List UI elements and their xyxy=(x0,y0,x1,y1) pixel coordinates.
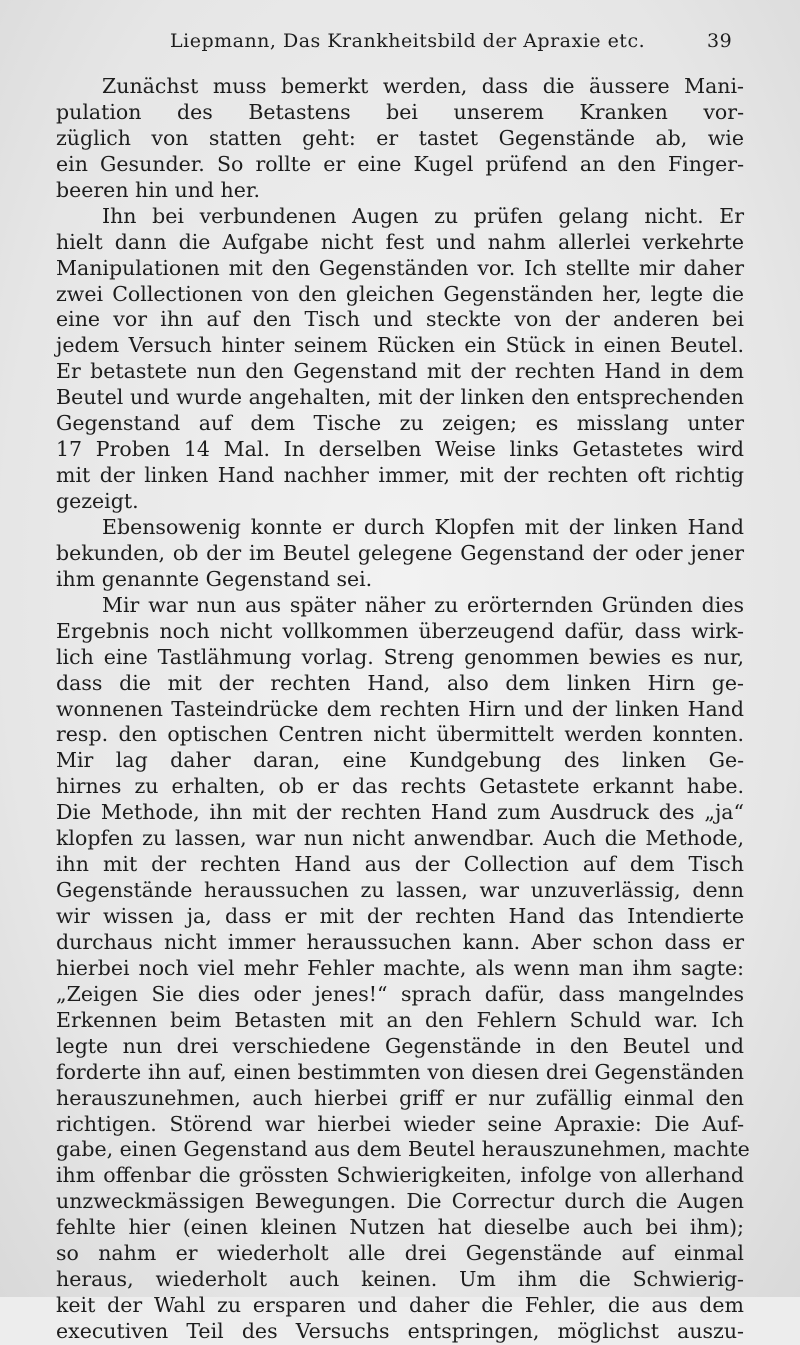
text-line: forderte ihn auf, einen bestimmten von diesen drei Gegenständen xyxy=(56,1059,744,1084)
text-line: ihm offenbar die grössten Schwierigkeiten, infolge von allerhand xyxy=(56,1163,744,1188)
text-line: ein Gesunder. So rollte er eine Kugel prüfend an den Finger- xyxy=(56,151,744,176)
text-line: Ergebnis noch nicht vollkommen überzeugend dafür, dass wirk- xyxy=(56,618,744,643)
text-line: Die Methode, ihn mit der rechten Hand zum Ausdruck des „ja“ xyxy=(56,800,744,825)
text-line: unzweckmässigen Bewegungen. Die Correctur durch die Augen xyxy=(56,1189,744,1214)
text-line: Beutel und wurde angehalten, mit der linken den entsprechenden xyxy=(56,385,744,410)
text-line: Er betastete nun den Gegenstand mit der rechten Hand in dem xyxy=(56,359,744,384)
text-line: hierbei noch viel mehr Fehler machte, als wenn man ihm sagte: xyxy=(56,955,744,980)
text-line: Zunächst muss bemerkt werden, dass die äussere Mani- xyxy=(102,74,744,98)
text-line: Mir war nun aus später näher zu erörternden Gründen dies xyxy=(102,592,744,617)
running-title: Liepmann, Das Krankheitsbild der Apraxie etc. xyxy=(170,30,646,52)
text-line: Gegenstand auf dem Tische zu zeigen; es misslang unter xyxy=(56,411,744,436)
text-line: gabe, einen Gegenstand aus dem Beutel herauszunehmen, machte xyxy=(56,1137,750,1162)
text-line: Mir lag daher daran, eine Kundgebung des linken Ge- xyxy=(56,748,744,773)
text-line: legte nun drei verschiedene Gegenstände in den Beutel und xyxy=(56,1033,744,1058)
text-line: bekunden, ob der im Beutel gelegene Gegenstand der oder jener xyxy=(56,540,744,565)
text-line: durchaus nicht immer heraussuchen kann. Aber schon dass er xyxy=(56,929,744,954)
text-line: züglich von statten geht: er tastet Gegenstände ab, wie xyxy=(56,125,744,150)
text-line: ihm genannte Gegenstand sei. xyxy=(56,566,373,591)
text-line: „Zeigen Sie dies oder jenes!“ sprach dafür, dass mangelndes xyxy=(56,981,744,1006)
text-line: fehlte hier (einen kleinen Nutzen hat dieselbe auch bei ihm); xyxy=(56,1215,744,1240)
text-line: mit der linken Hand nachher immer, mit der rechten oft richtig xyxy=(56,463,744,488)
text-line: ihn mit der rechten Hand aus der Collection auf dem Tisch xyxy=(56,852,744,877)
text-line: gezeigt. xyxy=(56,489,139,513)
text-line: keit der Wahl zu ersparen und daher die Fehler, die aus dem xyxy=(56,1293,744,1318)
text-line: Ihn bei verbundenen Augen zu prüfen gelang nicht. Er xyxy=(102,203,744,228)
text-line: 17 Proben 14 Mal. In derselben Weise links Getastetes wird xyxy=(56,437,744,462)
text-line: dass die mit der rechten Hand, also dem linken Hirn ge- xyxy=(56,670,744,695)
text-line: wir wissen ja, dass er mit der rechten Hand das Intendierte xyxy=(56,904,744,928)
text-line: zwei Collectionen von den gleichen Gegenständen her, legte die xyxy=(56,281,744,306)
text-line: executiven Teil des Versuchs entspringen, möglichst auszu- xyxy=(56,1319,744,1343)
page-header xyxy=(0,30,800,60)
text-line: richtigen. Störend war hierbei wieder seine Apraxie: Die Auf- xyxy=(56,1111,744,1136)
text-line: jedem Versuch hinter seinem Rücken ein Stück in einen Beutel. xyxy=(56,333,744,358)
text-line: Gegenstände heraussuchen zu lassen, war unzuverlässig, denn xyxy=(56,878,744,903)
text-line: so nahm er wiederholt alle drei Gegenstände auf einmal xyxy=(56,1241,744,1266)
page-number: 39 xyxy=(707,30,733,52)
text-line: heraus, wiederholt auch keinen. Um ihm die Schwierig- xyxy=(56,1267,744,1292)
body-text xyxy=(56,74,750,1345)
text-line: hirnes zu erhalten, ob er das rechts Getastete erkannt habe. xyxy=(56,774,744,799)
text-line: Manipulationen mit den Gegenständen vor. Ich stellte mir daher xyxy=(56,255,744,280)
text-line: lich eine Tastlähmung vorlag. Streng genommen bewies es nur, xyxy=(56,644,744,669)
text-line: hielt dann die Aufgabe nicht fest und nahm allerlei verkehrte xyxy=(56,229,744,254)
text-line: pulation des Betastens bei unserem Kranken vor- xyxy=(56,99,744,124)
text-line: klopfen zu lassen, war nun nicht anwendbar. Auch die Methode, xyxy=(56,826,744,851)
text-line: beeren hin und her. xyxy=(56,177,260,202)
text-line: Erkennen beim Betasten mit an den Fehlern Schuld war. Ich xyxy=(56,1007,744,1032)
text-line: eine vor ihn auf den Tisch und steckte von der anderen bei xyxy=(56,307,744,332)
text-line: herauszunehmen, auch hierbei griff er nur zufällig einmal den xyxy=(56,1085,744,1110)
text-line: resp. den optischen Centren nicht übermittelt werden konnten. xyxy=(56,722,744,747)
text-line: Ebensowenig konnte er durch Klopfen mit der linken Hand xyxy=(102,514,744,539)
text-line: wonnenen Tasteindrücke dem rechten Hirn und der linken Hand xyxy=(56,696,744,721)
